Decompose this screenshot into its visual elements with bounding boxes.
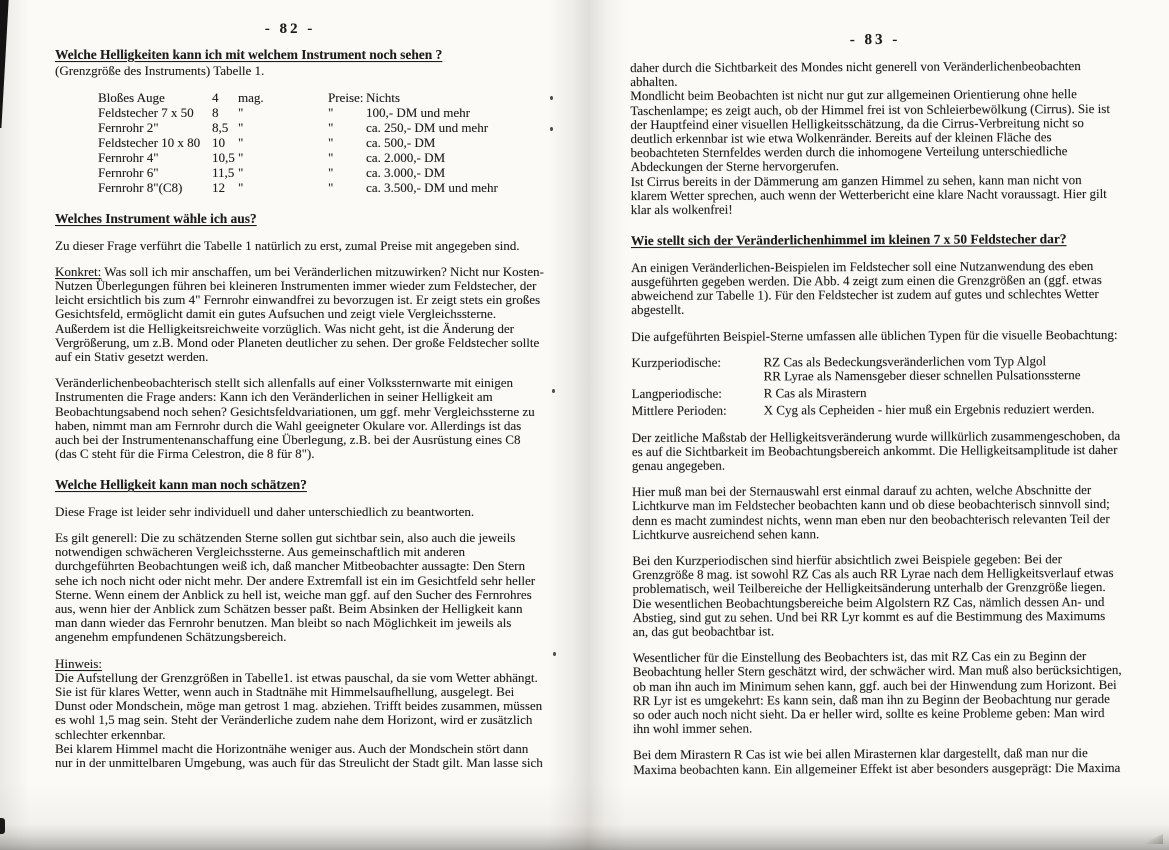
- unit-cell: ": [238, 180, 244, 195]
- star-type-lines: [764, 402, 1122, 418]
- page-82: [55, 20, 545, 770]
- unit-cell: ": [238, 120, 244, 135]
- magnitude-cell: 11,5: [212, 165, 235, 180]
- price-cell: Nichts: [366, 90, 400, 105]
- instrument-cell: Bloßes Auge: [98, 90, 165, 105]
- paragraph: Die aufgeführten Beispiel-Sterne umfassen alle üblichen Typen für die visuelle Beobachtung:: [631, 326, 1118, 344]
- star-type-row: [632, 385, 1122, 401]
- price-cell: 100,- DM und mehr: [366, 105, 470, 120]
- price-cell: ca. 500,- DM: [366, 135, 436, 150]
- price-label-cell: ": [328, 165, 334, 180]
- instrument-cell: Fernrohr 4": [98, 150, 159, 165]
- paragraph: Ist Cirrus bereits in der Dämmerung am ganzen Himmel zu sehen, kann man nicht von klarem Wetter sprechen, auch wenn der Wetterbericht eine klare Nacht voraussagt. Hier gilt klar als wolkenfrei!: [630, 171, 1107, 218]
- star-type-line: R Cas als Mirastern: [763, 385, 867, 401]
- unit-cell: ": [238, 150, 244, 165]
- bottom-edge-shadow: [0, 824, 1169, 850]
- hinweis-heading: Hinweis:: [55, 655, 102, 671]
- magnitude-cell: 8,5: [212, 120, 229, 135]
- star-type-row: [632, 402, 1122, 418]
- paragraph: Mondlicht beim Beobachten ist nicht nur gut zur allgemeinen Orientierung ohne helle Taschenlampe; es zeigt auch, ob der Himmel frei ist von Schleierbewölkung (Cirrus). Sie ist der Hauptfeind einer visuellen Helligkeitsschätzung, da die Cirrus-Verbreitung nicht so deutlich erkennbar ist wie etwa Wolkenränder. Bereits auf der kleinen Fläche des beobachteten Sternfeldes werden durch die inhomogene Verteilung unterschiedliche Abdeckungen der Sterne hervorgerufen.: [630, 86, 1110, 175]
- page-number: - 82 -: [264, 21, 316, 37]
- unit-cell: ": [238, 105, 244, 120]
- paragraph: Es gilt generell: Die zu schätzenden Sterne sollen gut sichtbar sein, also auch die jeweils notwendigen schwächeren Vergleichssterne. Aus gemeinschaftlich mit anderen durchgeführten Beobachtungen weiß ich, daß mancher Mitbeobachter aussagte: Den Stern sehe ich noch nicht oder nicht mehr. Der andere Extremfall ist ein im Gesichtfeld sehr heller Sterne. Wenn einem der Anblick zu hell ist, weiche man ggf. auf den Sucher des Fernrohres aus, wenn hier der Anblick zum Schätzen besser paßt. Beim Absinken der Helligkeit kann man dann wieder das Fernrohr benutzen. Man bleibt so nach Möglichkeit im jeweils als angenehm empfundenen Schätzungsbereich.: [55, 530, 536, 645]
- instrument-cell: Fernrohr 2": [98, 120, 159, 135]
- paragraph: Bei klarem Himmel macht die Horizontnähe weniger aus. Auch der Mondschein stört dann nur in der unmittelbaren Umgebung, was auch für das Streulicht der Stadt gilt. Man lasse sich: [55, 740, 543, 771]
- magnitude-cell: 8: [212, 105, 219, 120]
- star-type-label: Mittlere Perioden:: [631, 402, 727, 419]
- page-83: [630, 30, 1123, 777]
- section-heading-feldstecher: Wie stellt sich der Veränderlichenhimmel im kleinen 7 x 50 Feldstecher dar?: [630, 231, 1067, 249]
- price-label-cell: ": [328, 135, 334, 150]
- table-row: [98, 150, 545, 165]
- magnitude-cell: 10: [212, 135, 225, 150]
- paragraph: Bei dem Mirastern R Cas ist wie bei allen Mirasternen klar dargestellt, daß man nur die Maxima beobachten kann. Ein allgemeiner Effekt ist aber besonders ausgeprägt: Die Maxima: [633, 745, 1121, 777]
- paragraph: Bei den Kurzperiodischen sind hierfür absichtlich zwei Beispiele gegeben: Bei der Grenzgröße 8 mag. ist sowohl RZ Cas als auch RR Lyrae nach dem Helligkeitsverlauf etwas problematisch, weil Teilbereiche der Helligkeitsänderung unterhalb der Grenzgröße liegen. Die wesentlichen Beobachtungsbereiche beim Algolstern RZ Cas, nämlich dessen An- und Abstieg, sind gut zu sehen. Und bei RR Lyr kommt es auf die Bestimmung des Maximums an, das gut beobachtbar ist.: [632, 551, 1114, 639]
- paragraph: Hier muß man bei der Sternauswahl erst einmal darauf zu achten, welche Abschnitte der Lichtkurve man im Feldstecher beobachten kann und ob diese beobachterisch sinnvoll sind; denn es macht zumindest nichts, wenn man eben nur den beobachterisch relevanten Teil der Lichtkurve ausreichend sehen kann.: [631, 482, 1110, 542]
- table-row: [98, 120, 545, 135]
- price-label-cell: ": [328, 150, 334, 165]
- price-label-cell: ": [328, 180, 334, 195]
- section-heading-helligkeiten: Welche Helligkeiten kann ich mit welchem Instrument noch sehen ?: [55, 47, 443, 62]
- paragraph: An einigen Veränderlichen-Beispielen im Feldstecher soll eine Nutzanwendung des eben ausgeführten gegeben werden. Die Abb. 4 zeigt zum einen die Grenzgrößen an (ggf. etwas abweichend zur Tabelle 1). Für den Feldstecher ist zudem auf gutes und schlechtes Wetter abgestellt.: [630, 257, 1102, 318]
- instrument-cell: Fernrohr 6": [98, 165, 159, 180]
- punch-mark: [550, 127, 553, 131]
- paragraph: Zu dieser Frage verführt die Tabelle 1 natürlich zu erst, zumal Preise mit angegeben sind.: [55, 237, 520, 253]
- instrument-cell: Fernrohr 8"(C8): [98, 180, 183, 195]
- table-row: [98, 90, 545, 105]
- price-label-cell: Preise:: [328, 90, 364, 105]
- star-type-line: X Cyg als Cepheiden - hier muß ein Ergebnis reduziert werden.: [763, 401, 1095, 418]
- star-type-label: Kurzperiodische:: [631, 354, 722, 370]
- table-row: [98, 180, 545, 195]
- star-type-lines: [764, 385, 1122, 401]
- table-row: [98, 135, 545, 150]
- magnitude-cell: 12: [212, 180, 225, 195]
- punch-mark: [552, 389, 555, 393]
- paragraph: Der zeitliche Maßstab der Helligkeitsveränderung wurde willkürlich zusammengeschoben, da es auf die Sichtbarkeit im Beobachtungsbereich ankommt. Die Helligkeitsamplitude ist daher genau angegeben.: [631, 427, 1121, 473]
- star-type-lines: [763, 354, 1121, 384]
- paragraph-lead: Konkret:: [55, 263, 102, 279]
- price-cell: ca. 3.000,- DM: [366, 165, 446, 180]
- star-type-label: Langperiodische:: [631, 385, 722, 402]
- instrument-cell: Feldstecher 10 x 80: [98, 135, 201, 150]
- section-heading-instrument: Welches Instrument wähle ich aus?: [55, 211, 257, 226]
- left-edge-shadow: [0, 0, 30, 850]
- section-heading-schaetzen: Welche Helligkeit kann man noch schätzen?: [55, 477, 307, 493]
- price-label-cell: ": [328, 105, 334, 120]
- punch-mark: [553, 652, 556, 656]
- paragraph: [55, 265, 545, 364]
- paragraph-text: Was soll ich mir anschaffen, um bei Veränderlichen mitzuwirken? Nicht nur Kosten-Nutzen Überlegungen führen bei kleineren Instrumenten immer wieder zum Feldstecher, der leicht ersichtlich bis zum 4" Fernrohr einwandfrei zu bevorzugen ist. Er zeigt stets ein großes Gesichtsfeld, ermöglicht damit ein gutes Aufsuchen und zeigt viele Vergleichssterne. Außerdem ist die Helligkeitsreichweite vorzüglich. Was nicht geht, ist die Änderung der Vergrößerung, um z.B. Mond oder Planeten deutlicher zu sehen. Der große Feldstecher sollte auf ein Stativ gesetzt werden.: [55, 263, 544, 364]
- table-row: [98, 165, 545, 180]
- unit-cell: mag.: [238, 90, 264, 105]
- magnitude-cell: 4: [212, 90, 219, 105]
- punch-mark: [550, 96, 553, 100]
- star-type-list: [631, 354, 1121, 419]
- star-type-line: RR Lyrae als Namensgeber dieser schnellen Pulsationssterne: [763, 366, 1081, 384]
- instrument-cell: Feldstecher 7 x 50: [98, 105, 194, 120]
- table-row: [98, 105, 545, 120]
- page-gutter-shadow: [548, 0, 626, 850]
- unit-cell: ": [238, 165, 244, 180]
- limits-table: [55, 90, 545, 195]
- page-number: - 83 -: [849, 31, 901, 49]
- paragraph: Wesentlicher für die Einstellung des Beobachters ist, das mit RZ Cas ein zu Beginn der Beobachtung heller Stern geschätzt wird, der schwächer wird. Man muß also berücksichtigen, ob man ihn auch im Minimum sehen kann, ggf. auch bei der Hinwendung zum Horizont. Bei RR Lyr ist es umgekehrt: Es kann sein, daß man ihn zu Beginn der Beobachtung nur gerade so oder auch noch nicht sieht. Da er heller wird, sollte es keine Probleme geben: Man wird ihn wohl immer sehen.: [632, 648, 1122, 737]
- price-cell: ca. 250,- DM und mehr: [366, 120, 489, 135]
- paragraph: Die Aufstellung der Grenzgrößen in Tabelle1. ist etwas pauschal, da sie vom Wetter abhängt. Sie ist für klares Wetter, wenn auch in Stadtnähe mit Himmelsaufhellung, ausgelegt. Bei Dunst oder Mondschein, möge man getrost 1 mag. abziehen. Trifft beides zusammen, müssen es wohl 1,5 mag sein. Steht der Veränderliche zudem nahe dem Horizont, wird er zusätzlich schlechter erkennbar.: [55, 669, 543, 742]
- price-cell: ca. 2.000,- DM: [366, 150, 446, 165]
- star-type-line: RZ Cas als Bedeckungsveränderlichen vom Typ Algol: [763, 352, 1047, 370]
- paragraph: Diese Frage ist leider sehr individuell und daher unterschiedlich zu beantworten.: [55, 503, 475, 519]
- table-caption: (Grenzgröße des Instruments) Tabelle 1.: [55, 62, 265, 78]
- paragraph: Veränderlichenbeobachterisch stellt sich allenfalls auf einer Volkssternwarte mit einigen Instrumenten die Frage anders: Kann ich den Veränderlichen in seiner Helligkeit am Beobachtungsabend noch sehen? Gesichtsfeldvariationen, um ggf. mehr Vergleichssterne zu haben, nimmt man am Fernrohr durch die Wahl geeigneter Okulare vor. Allerdings ist das auch bei der Instrumentenanschaffung eine Überlegung, z.B. bei der Ausrüstung eines C8 (das C steht für die Firma Celestron, die 8 für 8").: [55, 375, 535, 462]
- price-cell: ca. 3.500,- DM und mehr: [366, 180, 498, 195]
- magnitude-cell: 10,5: [212, 150, 235, 165]
- star-type-row: [631, 354, 1121, 385]
- unit-cell: ": [238, 135, 244, 150]
- price-label-cell: ": [328, 120, 334, 135]
- paragraph: daher durch die Sichtbarkeit des Mondes nicht generell von Veränderlichenbeobachten abhalten.: [630, 58, 1081, 90]
